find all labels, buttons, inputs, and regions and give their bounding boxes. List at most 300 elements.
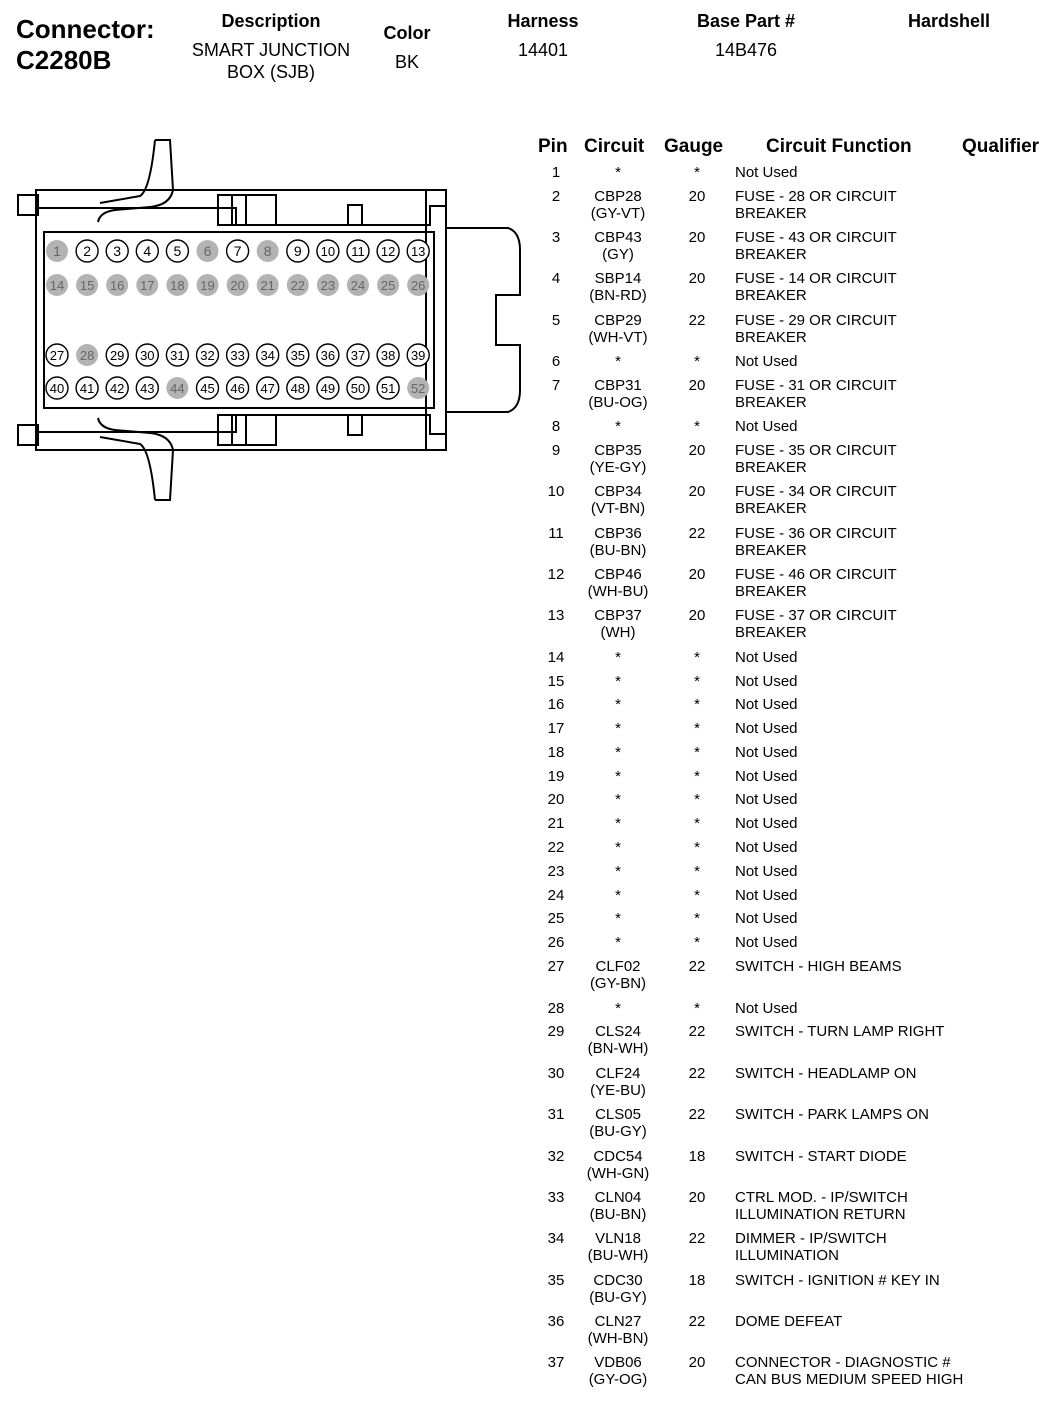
function-cell: Not Used xyxy=(735,164,798,181)
circuit-id: * xyxy=(615,839,621,856)
pin-number: 44 xyxy=(170,381,185,396)
circuit-id: * xyxy=(615,910,621,927)
connector-title xyxy=(16,14,155,76)
pin-cavity xyxy=(407,344,429,366)
color-value: BK xyxy=(394,52,419,72)
wire-color: (BN-RD) xyxy=(589,287,647,304)
pin-cell: 33 xyxy=(547,1189,565,1206)
circuit-cell xyxy=(578,312,658,346)
pin-cell: 12 xyxy=(547,566,565,583)
wire-color: (BU-BN) xyxy=(589,542,647,559)
pin-cavity xyxy=(257,377,279,399)
description-label: Description xyxy=(221,11,321,31)
function-cell: Not Used xyxy=(735,910,798,927)
pin-cell: 2 xyxy=(551,188,561,205)
pin-cavity xyxy=(166,377,188,399)
pin-number: 12 xyxy=(380,244,396,259)
function-cell: SWITCH - PARK LAMPS ON xyxy=(735,1106,929,1123)
pin-cavity xyxy=(227,274,249,296)
function-cell: FUSE - 36 OR CIRCUIT BREAKER xyxy=(735,525,897,559)
function-cell: FUSE - 28 OR CIRCUIT BREAKER xyxy=(735,188,897,222)
pin-number: 37 xyxy=(350,348,366,363)
gauge-cell: * xyxy=(694,768,700,785)
circuit-cell xyxy=(578,649,658,666)
circuit-id: * xyxy=(615,353,621,370)
pin-number: 24 xyxy=(350,278,366,293)
gauge-cell: 20 xyxy=(688,270,706,287)
circuit-id: * xyxy=(615,720,621,737)
circuit-id: CLF24 xyxy=(595,1065,641,1082)
pin-cell: 15 xyxy=(547,673,565,690)
pin-number: 51 xyxy=(380,381,396,396)
wire-color: (BU-GY) xyxy=(589,1123,647,1140)
circuit-cell xyxy=(578,1313,658,1347)
pin-cavity xyxy=(257,274,279,296)
pin-number: 30 xyxy=(140,348,155,363)
gauge-cell: * xyxy=(694,815,700,832)
circuit-id: CLN04 xyxy=(594,1189,642,1206)
pin-number: 19 xyxy=(200,278,215,293)
pin-cell: 10 xyxy=(547,483,565,500)
pin-grid xyxy=(46,240,429,399)
circuit-cell xyxy=(578,607,658,641)
pin-cell: 30 xyxy=(547,1065,565,1082)
gauge-cell: 20 xyxy=(688,377,706,394)
circuit-cell xyxy=(578,353,658,370)
wire-color: (GY-VT) xyxy=(590,205,646,222)
pin-number: 33 xyxy=(230,348,245,363)
pin-number: 8 xyxy=(263,243,272,259)
pin-cavity xyxy=(257,240,279,262)
function-cell: FUSE - 46 OR CIRCUIT BREAKER xyxy=(735,566,897,600)
circuit-cell xyxy=(578,863,658,880)
gauge-cell: 18 xyxy=(688,1148,706,1165)
gauge-cell: 22 xyxy=(688,1230,706,1247)
circuit-id: CBP34 xyxy=(594,483,642,500)
pin-number: 26 xyxy=(410,278,426,293)
wire-color: (YE-BU) xyxy=(590,1082,646,1099)
pin-cell: 3 xyxy=(551,229,561,246)
pin-number: 25 xyxy=(380,278,396,293)
wire-color: (WH-VT) xyxy=(588,329,648,346)
circuit-cell xyxy=(578,744,658,761)
gauge-cell: * xyxy=(694,418,700,435)
gauge-cell: 22 xyxy=(688,312,706,329)
pin-number: 22 xyxy=(290,278,306,293)
circuit-cell xyxy=(578,229,658,263)
function-cell: Not Used xyxy=(735,768,798,785)
pin-cavity xyxy=(407,377,429,399)
pin-number: 20 xyxy=(230,278,245,293)
wire-color: (BU-OG) xyxy=(588,394,648,411)
col-header-circuit: Circuit xyxy=(584,136,645,157)
pin-cavity xyxy=(287,274,309,296)
pin-cell: 16 xyxy=(547,696,565,713)
pin-cavity xyxy=(377,240,399,262)
function-cell: DIMMER - IP/SWITCH ILLUMINATION xyxy=(735,1230,887,1264)
wire-color: (BU-GY) xyxy=(589,1289,647,1306)
pin-cell: 35 xyxy=(547,1272,565,1289)
pin-cavity xyxy=(166,240,188,262)
pin-number: 13 xyxy=(410,244,426,259)
gauge-cell: * xyxy=(694,673,700,690)
pin-cell: 1 xyxy=(551,164,561,181)
function-cell: Not Used xyxy=(735,744,798,761)
pin-number: 29 xyxy=(109,348,125,363)
circuit-cell xyxy=(578,1023,658,1057)
gauge-cell: 18 xyxy=(688,1272,706,1289)
pin-number: 43 xyxy=(140,381,155,396)
connector-id: C2280B xyxy=(16,45,112,75)
pin-cavity xyxy=(166,344,188,366)
function-cell: Not Used xyxy=(735,863,798,880)
pin-cell: 21 xyxy=(547,815,565,832)
gauge-cell: * xyxy=(694,164,700,181)
circuit-id: CLN27 xyxy=(594,1313,642,1330)
pin-cavity xyxy=(106,377,128,399)
gauge-cell: * xyxy=(694,791,700,808)
pin-number: 40 xyxy=(49,381,65,396)
wire-color: (WH-BU) xyxy=(587,583,649,600)
pin-cavity xyxy=(317,274,339,296)
pin-cell: 14 xyxy=(547,649,565,666)
gauge-cell: 22 xyxy=(688,1106,706,1123)
base-part-value: 14B476 xyxy=(714,40,778,60)
function-cell: FUSE - 35 OR CIRCUIT BREAKER xyxy=(735,442,897,476)
pin-number: 48 xyxy=(290,381,306,396)
pin-cell: 31 xyxy=(547,1106,565,1123)
description-value: SMART JUNCTION BOX (SJB) xyxy=(191,40,351,82)
function-cell: SWITCH - HIGH BEAMS xyxy=(735,958,902,975)
pin-cavity xyxy=(287,240,309,262)
function-cell: Not Used xyxy=(735,815,798,832)
gauge-cell: 22 xyxy=(688,1065,706,1082)
circuit-id: CBP35 xyxy=(594,442,642,459)
pin-cell: 34 xyxy=(547,1230,565,1247)
function-cell: CTRL MOD. - IP/SWITCH ILLUMINATION RETURN xyxy=(735,1189,908,1223)
wire-color: (GY-OG) xyxy=(588,1371,648,1388)
pin-cell: 28 xyxy=(547,1000,565,1017)
pin-number: 32 xyxy=(200,348,215,363)
pin-number: 21 xyxy=(260,278,275,293)
circuit-id: SBP14 xyxy=(594,270,642,287)
pin-cavity xyxy=(347,377,369,399)
pin-cell: 22 xyxy=(547,839,565,856)
pin-cavity xyxy=(46,344,68,366)
pin-cavity xyxy=(166,274,188,296)
pin-cavity xyxy=(106,240,128,262)
pin-cell: 19 xyxy=(547,768,565,785)
pin-cell: 11 xyxy=(548,525,564,542)
pin-number: 6 xyxy=(203,243,212,259)
circuit-id: * xyxy=(615,934,621,951)
circuit-id: CDC54 xyxy=(593,1148,643,1165)
circuit-cell xyxy=(578,483,658,517)
function-cell: FUSE - 31 OR CIRCUIT BREAKER xyxy=(735,377,897,411)
pin-cavity xyxy=(317,344,339,366)
pin-number: 31 xyxy=(170,348,185,363)
circuit-cell xyxy=(578,1354,658,1388)
circuit-cell xyxy=(578,442,658,476)
function-cell: SWITCH - IGNITION # KEY IN xyxy=(735,1272,940,1289)
pin-cavity xyxy=(287,344,309,366)
pin-cavity xyxy=(407,240,429,262)
pin-number: 11 xyxy=(351,244,365,259)
pin-cavity xyxy=(257,344,279,366)
pin-number: 47 xyxy=(260,381,275,396)
circuit-id: * xyxy=(615,768,621,785)
pin-cavity xyxy=(46,240,68,262)
pin-cavity xyxy=(136,377,158,399)
gauge-cell: * xyxy=(694,887,700,904)
circuit-id: CBP37 xyxy=(594,607,642,624)
circuit-cell xyxy=(578,1272,658,1306)
circuit-id: CBP43 xyxy=(594,229,642,246)
circuit-cell xyxy=(578,1189,658,1223)
pin-number: 38 xyxy=(380,348,396,363)
pin-cavity xyxy=(287,377,309,399)
pin-number: 5 xyxy=(173,243,182,259)
circuit-id: * xyxy=(615,815,621,832)
hardshell-label: Hardshell xyxy=(907,11,991,31)
pin-number: 14 xyxy=(49,278,65,293)
pin-cavity xyxy=(76,274,98,296)
pin-cell: 23 xyxy=(547,863,565,880)
pin-cavity xyxy=(197,344,219,366)
pin-number: 41 xyxy=(79,381,95,396)
circuit-cell xyxy=(578,815,658,832)
circuit-cell xyxy=(578,1230,658,1264)
circuit-id: * xyxy=(615,863,621,880)
col-header-function: Circuit Function xyxy=(766,136,912,157)
circuit-id: CBP31 xyxy=(594,377,642,394)
circuit-cell xyxy=(578,164,658,181)
function-cell: FUSE - 43 OR CIRCUIT BREAKER xyxy=(735,229,897,263)
function-cell: FUSE - 37 OR CIRCUIT BREAKER xyxy=(735,607,897,641)
circuit-id: * xyxy=(615,418,621,435)
function-cell: Not Used xyxy=(735,720,798,737)
pin-cell: 20 xyxy=(547,791,565,808)
pin-cavity xyxy=(106,344,128,366)
pin-number: 27 xyxy=(49,348,65,363)
function-cell: SWITCH - HEADLAMP ON xyxy=(735,1065,917,1082)
pin-number: 10 xyxy=(320,244,336,259)
gauge-cell: * xyxy=(694,744,700,761)
pin-number: 4 xyxy=(143,243,152,259)
pin-number: 46 xyxy=(230,381,245,396)
gauge-cell: 20 xyxy=(688,442,706,459)
circuit-cell xyxy=(578,1065,658,1099)
gauge-cell: 20 xyxy=(688,483,706,500)
circuit-id: * xyxy=(615,649,621,666)
pin-cavity xyxy=(136,274,158,296)
wire-color: (GY) xyxy=(602,246,634,263)
pin-cell: 29 xyxy=(547,1023,565,1040)
pin-number: 17 xyxy=(140,278,155,293)
pin-cell: 18 xyxy=(547,744,565,761)
wire-color: (BU-WH) xyxy=(587,1247,649,1264)
gauge-cell: * xyxy=(694,649,700,666)
pin-cavity xyxy=(76,377,98,399)
col-header-pin: Pin xyxy=(538,136,568,157)
pin-number: 39 xyxy=(410,348,426,363)
pin-cavity xyxy=(347,344,369,366)
circuit-cell xyxy=(578,958,658,992)
gauge-cell: * xyxy=(694,863,700,880)
wire-color: (VT-BN) xyxy=(590,500,646,517)
circuit-id: CBP28 xyxy=(594,188,642,205)
wire-color: (BU-BN) xyxy=(589,1206,647,1223)
gauge-cell: 22 xyxy=(688,525,706,542)
circuit-id: CBP29 xyxy=(594,312,642,329)
gauge-cell: * xyxy=(694,696,700,713)
circuit-cell xyxy=(578,839,658,856)
function-cell: DOME DEFEAT xyxy=(735,1313,843,1330)
circuit-id: CLS24 xyxy=(595,1023,641,1040)
gauge-cell: 20 xyxy=(688,229,706,246)
gauge-cell: 22 xyxy=(688,1313,706,1330)
pin-cell: 37 xyxy=(547,1354,565,1371)
gauge-cell: 22 xyxy=(688,958,706,975)
wire-color: (WH-GN) xyxy=(586,1165,650,1182)
circuit-id: VLN18 xyxy=(595,1230,641,1247)
gauge-cell: * xyxy=(694,934,700,951)
pin-number: 52 xyxy=(410,381,426,396)
harness-label: Harness xyxy=(507,11,579,31)
pin-cavity xyxy=(347,274,369,296)
pin-cell: 5 xyxy=(551,312,561,329)
pin-cell: 26 xyxy=(547,934,565,951)
pin-cavity xyxy=(197,240,219,262)
gauge-cell: * xyxy=(694,839,700,856)
circuit-cell xyxy=(578,188,658,222)
wire-color: (WH-BN) xyxy=(587,1330,649,1347)
pin-cell: 13 xyxy=(547,607,565,624)
circuit-id: CBP36 xyxy=(594,525,642,542)
color-label: Color xyxy=(383,23,431,43)
pin-cell: 32 xyxy=(547,1148,565,1165)
circuit-cell xyxy=(578,910,658,927)
wire-color: (BN-WH) xyxy=(587,1040,649,1057)
gauge-cell: * xyxy=(694,353,700,370)
pin-number: 36 xyxy=(320,348,336,363)
harness-value: 14401 xyxy=(517,40,569,60)
circuit-id: * xyxy=(615,1000,621,1017)
function-cell: Not Used xyxy=(735,887,798,904)
pin-cell: 17 xyxy=(547,720,565,737)
pin-cavity xyxy=(227,344,249,366)
function-cell: Not Used xyxy=(735,696,798,713)
circuit-cell xyxy=(578,1106,658,1140)
pin-cavity xyxy=(227,240,249,262)
connector-housing xyxy=(18,140,520,500)
pin-cavity xyxy=(377,344,399,366)
gauge-cell: 20 xyxy=(688,607,706,624)
pin-number: 9 xyxy=(293,243,302,259)
pin-cavity xyxy=(317,377,339,399)
pin-cell: 27 xyxy=(547,958,565,975)
pin-cavity xyxy=(76,240,98,262)
pin-cavity xyxy=(106,274,128,296)
gauge-cell: 20 xyxy=(688,1354,706,1371)
circuit-id: VDB06 xyxy=(594,1354,642,1371)
gauge-cell: 20 xyxy=(688,1189,706,1206)
circuit-id: * xyxy=(615,673,621,690)
pin-cavity xyxy=(407,274,429,296)
circuit-id: * xyxy=(615,164,621,181)
pin-number: 50 xyxy=(350,381,366,396)
function-cell: SWITCH - START DIODE xyxy=(735,1148,907,1165)
circuit-cell xyxy=(578,934,658,951)
pin-number: 35 xyxy=(290,348,306,363)
pin-cavity xyxy=(377,377,399,399)
wire-color: (WH) xyxy=(600,624,636,641)
pin-number: 23 xyxy=(320,278,336,293)
function-cell: Not Used xyxy=(735,649,798,666)
circuit-id: CBP46 xyxy=(594,566,642,583)
pin-cavity xyxy=(46,274,68,296)
base-part-label: Base Part # xyxy=(696,11,796,31)
pin-cavity xyxy=(76,344,98,366)
function-cell: Not Used xyxy=(735,673,798,690)
function-cell: CONNECTOR - DIAGNOSTIC # CAN BUS MEDIUM SPEED HIGH xyxy=(735,1354,964,1388)
circuit-cell xyxy=(578,791,658,808)
pin-cavity xyxy=(227,377,249,399)
circuit-id: CDC30 xyxy=(593,1272,643,1289)
circuit-id: * xyxy=(615,791,621,808)
function-cell: FUSE - 34 OR CIRCUIT BREAKER xyxy=(735,483,897,517)
pin-cell: 4 xyxy=(551,270,561,287)
pin-cell: 8 xyxy=(551,418,561,435)
circuit-id: * xyxy=(615,887,621,904)
pin-number: 2 xyxy=(83,243,91,259)
circuit-id: CLF02 xyxy=(595,958,641,975)
pin-number: 7 xyxy=(233,243,242,259)
pin-number: 45 xyxy=(200,381,215,396)
circuit-cell xyxy=(578,418,658,435)
function-cell: Not Used xyxy=(735,934,798,951)
pin-number: 34 xyxy=(260,348,275,363)
pin-number: 3 xyxy=(113,243,122,259)
pin-cavity xyxy=(197,377,219,399)
pin-number: 1 xyxy=(53,243,61,259)
pin-cell: 7 xyxy=(551,377,561,394)
gauge-cell: 22 xyxy=(688,1023,706,1040)
connector-label: Connector: xyxy=(16,14,155,44)
gauge-cell: * xyxy=(694,910,700,927)
pin-cavity xyxy=(136,344,158,366)
function-cell: SWITCH - TURN LAMP RIGHT xyxy=(735,1023,945,1040)
pin-number: 15 xyxy=(79,278,95,293)
function-cell: FUSE - 14 OR CIRCUIT BREAKER xyxy=(735,270,897,304)
wire-color: (YE-GY) xyxy=(589,459,647,476)
function-cell: FUSE - 29 OR CIRCUIT BREAKER xyxy=(735,312,897,346)
circuit-cell xyxy=(578,887,658,904)
pin-number: 28 xyxy=(79,348,95,363)
gauge-cell: 20 xyxy=(688,566,706,583)
circuit-id: * xyxy=(615,696,621,713)
circuit-id: * xyxy=(615,744,621,761)
circuit-cell xyxy=(578,377,658,411)
pin-cavity xyxy=(46,377,68,399)
col-header-gauge: Gauge xyxy=(664,136,724,157)
pin-cavity xyxy=(347,240,369,262)
pin-cell: 25 xyxy=(547,910,565,927)
function-cell: Not Used xyxy=(735,353,798,370)
pin-cavity xyxy=(377,274,399,296)
pin-number: 16 xyxy=(109,278,125,293)
circuit-cell xyxy=(578,270,658,304)
